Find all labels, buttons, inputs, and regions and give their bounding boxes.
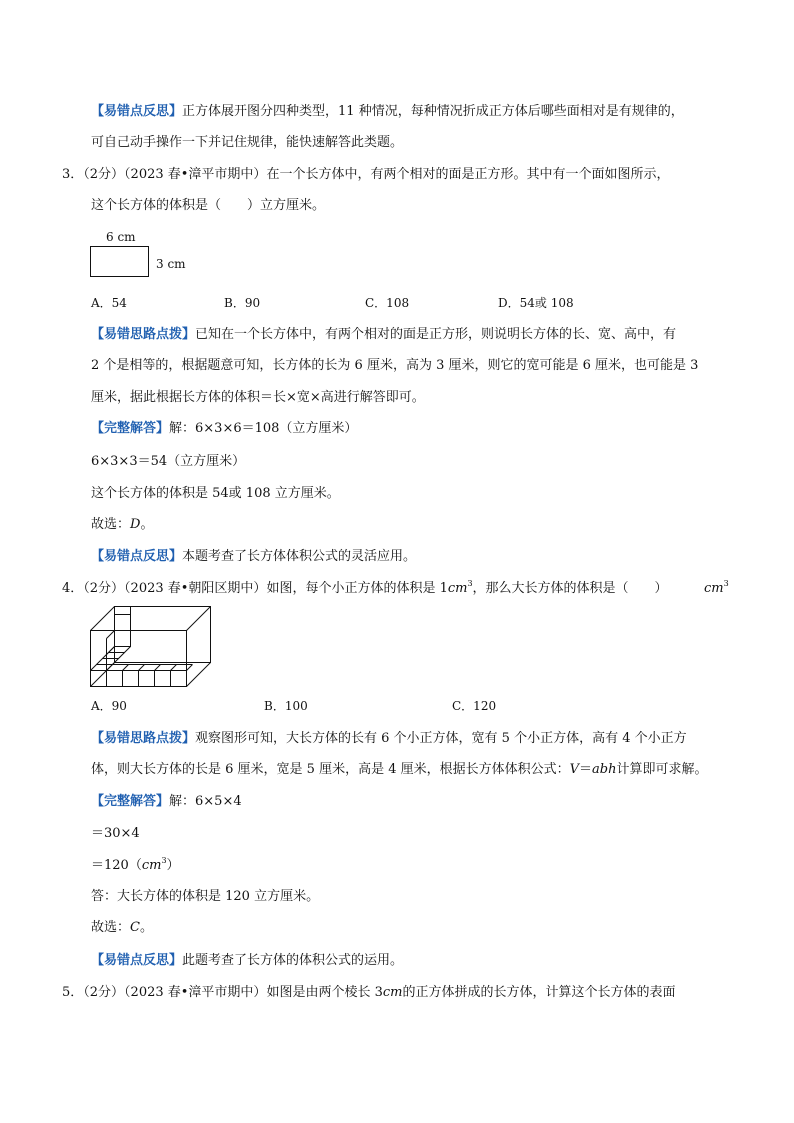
cuboid-cubes-figure: [88, 606, 216, 690]
q3-option-c: C．108: [365, 296, 410, 310]
choice-letter: D: [130, 517, 141, 532]
q3-answer-line-3: 这个长方体的体积是 54或 108 立方厘米。: [91, 486, 340, 501]
q2-reflection-line-1: 【易错点反思】正方体展开图分四种类型，11 种情况，每种情况折成正方体后哪些面相对是有规律的，: [91, 104, 684, 119]
q3-reflection: 【易错点反思】本题考查了长方体体积公式的灵活应用。: [91, 549, 417, 564]
q3-answer-line-2: 6×3×3＝54（立方厘米）: [91, 454, 246, 469]
q4-answer-line-3: $=120(cm^3)$: [91, 855, 180, 873]
q3-stem-line-2: 这个长方体的体积是（ ）立方厘米。: [91, 198, 326, 213]
q3-option-d: D．54或 108: [498, 296, 574, 310]
figure-width-label: 6 cm: [106, 230, 136, 244]
q3-option-b: B．90: [224, 296, 261, 310]
hint-tag: 【易错思路点拨】: [91, 327, 196, 342]
q4-answer-line-1: 【完整解答】解：6×5×4: [91, 794, 242, 809]
reflection-tag: 【易错点反思】: [91, 953, 183, 968]
hint-tag: 【易错思路点拨】: [91, 731, 196, 746]
answer-tag: 【完整解答】: [91, 421, 170, 436]
q4-hint-line-2: 体，则大长方体的长是 6 厘米，宽是 5 厘米，高是 4 厘米，根据长方体体积公式：V＝abh计算即可求解。: [91, 762, 708, 777]
question-meta: （2分）（2023 春•漳平市期中）: [83, 985, 267, 1000]
answer-tag: 【完整解答】: [91, 794, 170, 809]
q5-stem: 5．（2分）（2023 春•漳平市期中）如图是由两个棱长 3cm的正方体拼成的长方体，计算这个长方体的表面: [62, 985, 676, 1000]
q4-stem: 4．（2分）（2023 春•朝阳区期中）如图，每个小正方体的体积是 $1cm^3$，那么大长方体的体积是（ ）: [62, 578, 668, 596]
question-meta: （2分）（2023 春•朝阳区期中）: [83, 581, 267, 596]
question-number: 5．: [62, 985, 84, 1000]
q2-reflection-line-2: 可自己动手操作一下并记住规律，能快速解答此类题。: [91, 135, 404, 150]
formula-v: V: [569, 762, 579, 777]
q4-hint-line-1: 【易错思路点拨】观察图形可知，大长方体的长有 6 个小正方体，宽有 5 个小正方体，高有 4 个小正方: [91, 731, 687, 746]
q3-hint-line-1: 【易错思路点拨】已知在一个长方体中，有两个相对的面是正方形，则说明长方体的长、宽、高中，有: [91, 327, 677, 342]
q4-answer-line-2: ＝30×4: [91, 826, 140, 841]
q3-stem-line-1: 3．（2分）（2023 春•漳平市期中）在一个长方体中，有两个相对的面是正方形。其中有一个面如图所示，: [62, 167, 670, 182]
question-number: 4．: [62, 581, 84, 596]
formula-abh: abh: [592, 762, 617, 777]
q4-choice: 故选：C。: [91, 920, 153, 935]
q3-answer-line-1: 【完整解答】解：6×3×6＝108（立方厘米）: [91, 421, 358, 436]
q4-stem-unit: $cm^3$: [704, 578, 729, 596]
q3-choice: 故选：D。: [91, 517, 154, 532]
reflection-tag: 【易错点反思】: [91, 104, 183, 119]
q3-option-a: A．54: [91, 296, 127, 310]
question-number: 3．: [62, 167, 84, 182]
q4-reflection: 【易错点反思】此题考查了长方体的体积公式的运用。: [91, 953, 404, 968]
figure-height-label: 3 cm: [156, 257, 186, 271]
question-meta: （2分）（2023 春•漳平市期中）: [83, 167, 267, 182]
rectangle-figure: [90, 246, 150, 278]
q4-answer-line-4: 答：大长方体的体积是 120 立方厘米。: [91, 889, 320, 904]
q4-option-a: A．90: [91, 699, 127, 713]
q4-option-c: C．120: [452, 699, 497, 713]
q3-hint-line-3: 厘米，据此根据长方体的体积＝长×宽×高进行解答即可。: [91, 390, 425, 405]
reflection-tag: 【易错点反思】: [91, 549, 183, 564]
choice-letter: C: [130, 920, 140, 935]
q3-hint-line-2: 2 个是相等的，根据题意可知，长方体的长为 6 厘米，高为 3 厘米，则它的宽可能是 6 厘米，也可能是 3: [91, 358, 699, 373]
q4-option-b: B．100: [264, 699, 308, 713]
